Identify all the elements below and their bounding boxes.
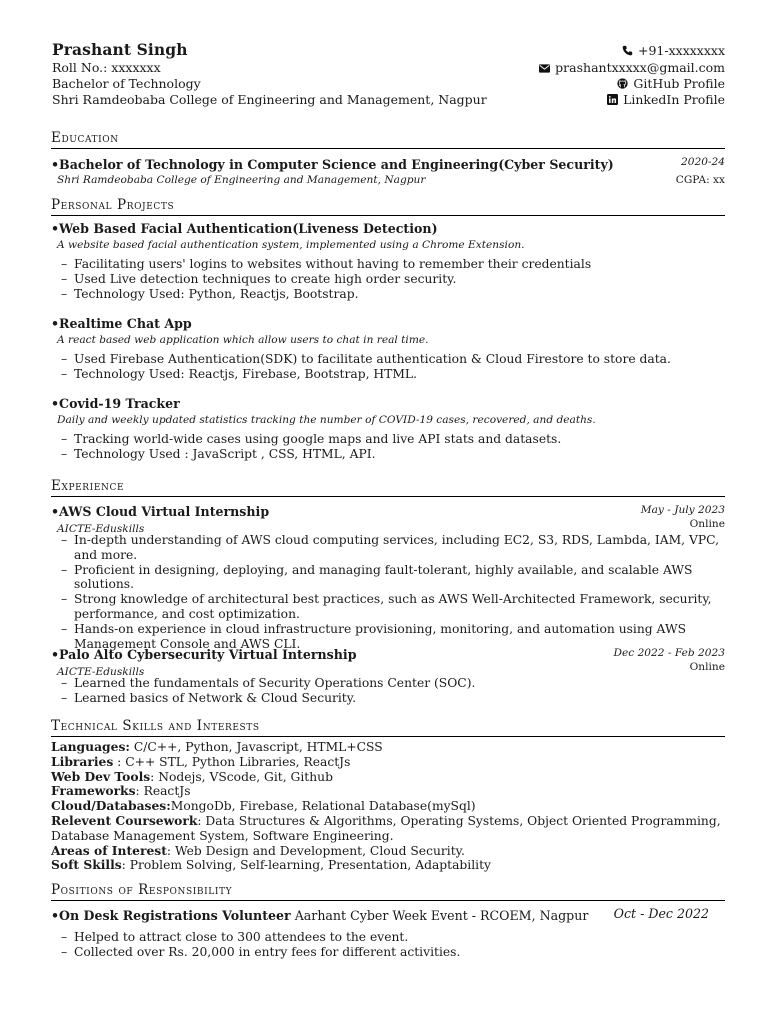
experience-role: •Palo Alto Cybersecurity Virtual Internship (51, 647, 357, 662)
experience-bullets (51, 533, 725, 651)
github-label: GitHub Profile (633, 76, 725, 91)
positions-section (51, 882, 725, 901)
skill-value: : Problem Solving, Self-learning, Presentation, Adaptability (121, 858, 491, 873)
skill-row (51, 770, 725, 785)
position-dates: Oct - Dec 2022 (613, 906, 709, 921)
experience-dates: May - July 2023 (640, 504, 725, 516)
skills-heading: Technical Skills and Interests (51, 718, 260, 734)
project-item (51, 221, 725, 301)
project-bullets (51, 352, 725, 382)
skill-value: : Data Structures & Algorithms, Operating Systems, Object Oriented Programming, Database Management System, Software Engineering. (51, 813, 721, 843)
list-item: – Technology Used: Python, Reactjs, Bootstrap. (51, 287, 725, 302)
project-bullets (51, 432, 725, 462)
section-divider (51, 496, 725, 497)
section-divider (51, 148, 725, 149)
skill-label: Libraries (51, 753, 114, 769)
linkedin-icon (607, 94, 618, 105)
project-description: A react based web application which allow users to chat in real time. (57, 334, 429, 346)
experience-heading: Experience (51, 478, 125, 494)
position-event: Aarhant Cyber Week Event - RCOEM, Nagpur (290, 908, 589, 923)
skill-label: Relevent Coursework (51, 812, 198, 828)
skill-value: : ReactJs (135, 784, 191, 799)
experience-item (51, 644, 725, 706)
list-item: – Used Live detection techniques to create high order security. (51, 272, 725, 287)
position-bullets (51, 930, 725, 960)
linkedin-label: LinkedIn Profile (623, 92, 725, 107)
candidate-name: Prashant Singh (52, 40, 188, 59)
skill-label: Languages: (51, 739, 130, 754)
skill-value: MongoDb, Firebase, Relational Database(mySql) (170, 799, 476, 814)
project-item (51, 396, 725, 462)
skill-label: Cloud/Databases: (51, 798, 171, 814)
skill-row (51, 858, 725, 873)
list-item: – Technology Used: Reactjs, Firebase, Bootstrap, HTML. (51, 367, 725, 382)
project-title: •Covid-19 Tracker (51, 396, 180, 411)
position-item (51, 905, 725, 960)
degree-line: Bachelor of Technology (52, 76, 201, 91)
experience-role: •AWS Cloud Virtual Internship (51, 504, 270, 519)
list-item: – Technology Used : JavaScript , CSS, HTML, API. (51, 447, 725, 462)
project-item (51, 316, 725, 382)
education-entry (51, 154, 725, 173)
experience-dates: Dec 2022 - Feb 2023 (613, 647, 725, 659)
skill-value: C/C++, Python, Javascript, HTML+CSS (129, 740, 383, 754)
phone-number: +91-xxxxxxxx (638, 43, 725, 58)
email-address: prashantxxxxx@gmail.com (555, 60, 725, 75)
project-title: •Web Based Facial Authentication(Liveness Detection) (51, 221, 438, 236)
education-college: Shri Ramdeobaba College of Engineering and Management, Nagpur (57, 174, 426, 186)
positions-heading: Positions of Responsibility (51, 882, 233, 898)
skills-section (51, 718, 725, 737)
list-item: – In-depth understanding of AWS cloud computing services, including EC2, S3, RDS, Lambda, IAM, VPC, and more. (51, 533, 725, 563)
skill-row (51, 740, 725, 755)
position-role: •On Desk Registrations Volunteer (51, 908, 291, 923)
skills-list (51, 740, 725, 873)
list-item: – Helped to attract close to 300 attendees to the event. (51, 930, 725, 945)
skill-row (51, 844, 725, 859)
phone-contact[interactable] (622, 43, 725, 58)
list-item: – Strong knowledge of architectural best practices, such as AWS Well-Architected Framework, security, performance, and cost optimization. (51, 592, 725, 622)
list-item: – Used Firebase Authentication(SDK) to facilitate authentication & Cloud Firestore to store data. (51, 352, 725, 367)
skill-label: Areas of Interest (51, 842, 167, 858)
github-icon (617, 78, 628, 89)
project-description: A website based facial authentication system, implemented using a Chrome Extension. (57, 239, 525, 251)
skill-value: : Nodejs, VScode, Git, Github (150, 769, 333, 784)
skill-value: : Web Design and Development, Cloud Security. (166, 843, 465, 858)
degree-title: •Bachelor of Technology in Computer Science and Engineering(Cyber Security) (51, 157, 614, 172)
projects-section (51, 197, 725, 216)
linkedin-link[interactable] (607, 92, 725, 107)
project-description: Daily and weekly updated statistics tracking the number of COVID-19 cases, recovered, and deaths. (57, 414, 596, 426)
experience-org: AICTE-Eduskills (57, 523, 145, 535)
github-link[interactable] (617, 76, 725, 91)
skill-row (51, 814, 725, 844)
experience-mode: Online (689, 518, 725, 530)
list-item: – Tracking world-wide cases using google maps and live API stats and datasets. (51, 432, 725, 447)
education-heading: Education (51, 130, 119, 146)
experience-item (51, 501, 725, 651)
resume-page (51, 40, 725, 959)
phone-icon (622, 45, 633, 56)
education-dates: 2020-24 (680, 156, 725, 168)
project-title: •Realtime Chat App (51, 316, 192, 331)
cgpa: CGPA: xx (675, 174, 725, 186)
list-item: – Facilitating users' logins to websites without having to remember their credentials (51, 257, 725, 272)
section-divider (51, 900, 725, 901)
experience-section (51, 478, 725, 497)
skill-row (51, 755, 725, 770)
list-item: – Proficient in designing, deploying, and managing fault-tolerant, highly available, and scalable AWS solutions. (51, 563, 725, 593)
skill-label: Frameworks (51, 783, 136, 799)
resume-header (51, 40, 725, 110)
skill-label: Soft Skills (51, 857, 122, 873)
list-item: – Learned basics of Network & Cloud Security. (51, 691, 725, 706)
skill-label: Web Dev Tools (51, 768, 151, 784)
skill-value: : C++ STL, Python Libraries, ReactJs (113, 754, 351, 769)
experience-org: AICTE-Eduskills (57, 666, 145, 678)
college-line: Shri Ramdeobaba College of Engineering and Management, Nagpur (52, 92, 487, 107)
skill-row (51, 784, 725, 799)
envelope-icon (539, 64, 550, 73)
roll-number: Roll No.: xxxxxxx (52, 60, 161, 75)
projects-heading: Personal Projects (51, 197, 175, 213)
experience-mode: Online (689, 661, 725, 673)
section-divider (51, 736, 725, 737)
list-item: – Hands-on experience in cloud infrastructure provisioning, monitoring, and automation using AWS Management Console and AWS CLI. (51, 622, 725, 652)
list-item: – Collected over Rs. 20,000 in entry fees for different activities. (51, 945, 725, 960)
section-divider (51, 215, 725, 216)
project-bullets (51, 257, 725, 301)
list-item: – Learned the fundamentals of Security Operations Center (SOC). (51, 676, 725, 691)
skill-row (51, 799, 725, 814)
email-contact[interactable] (539, 60, 725, 75)
experience-bullets (51, 676, 725, 706)
education-section (51, 130, 725, 149)
